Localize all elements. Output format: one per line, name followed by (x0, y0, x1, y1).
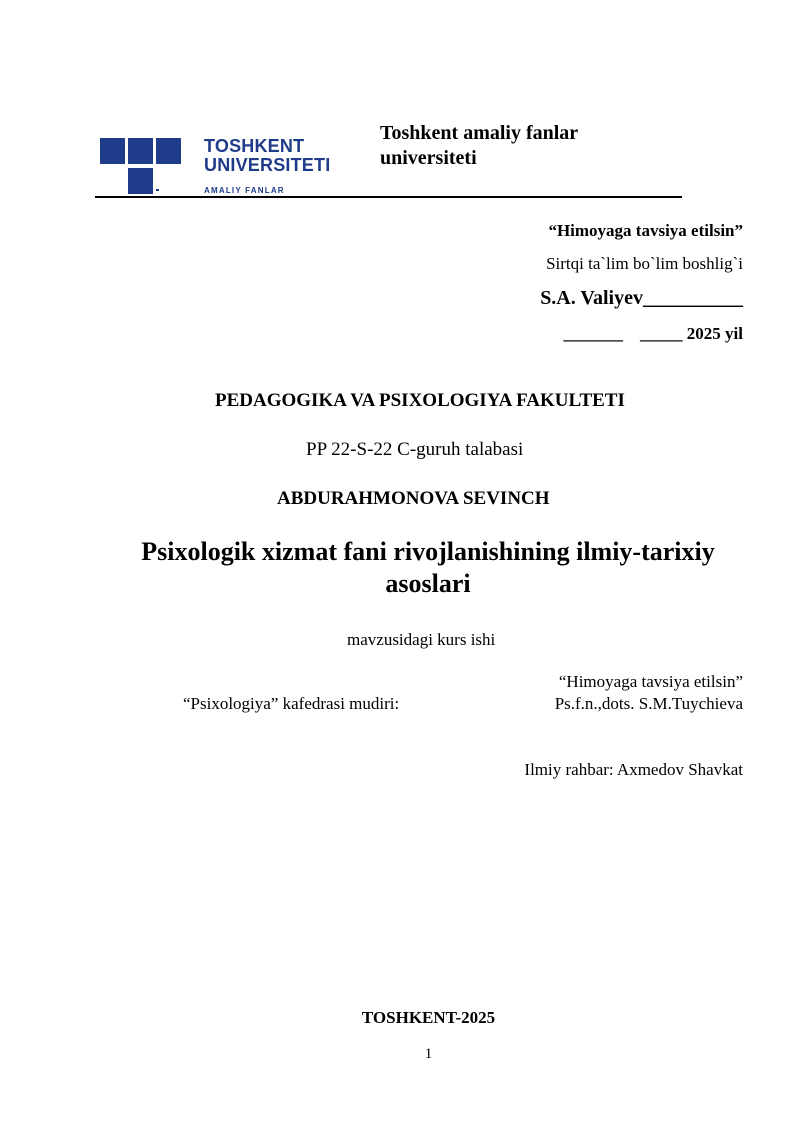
supervisor: Ilmiy rahbar: Axmedov Shavkat (524, 760, 743, 779)
department-head-name: Ps.f.n.,dots. S.M.Tuychieva (554, 694, 743, 713)
topic-title (0, 536, 800, 600)
university-name-line1: Toshkent amaliy fanlar (380, 122, 579, 144)
faculty-title: PEDAGOGIKA VA PSIXOLOGIYA FAKULTETI (215, 390, 625, 411)
logo-dot (156, 189, 159, 191)
logo-square (128, 168, 153, 194)
approval-recommend: “Himoyaga tavsiya etilsin” (548, 221, 743, 240)
university-name (380, 121, 578, 171)
university-name-line2: universiteti (380, 147, 477, 169)
page-number: 1 (424, 1046, 433, 1062)
footer-city-year: TOSHKENT-2025 (361, 1008, 496, 1027)
logo-square (156, 138, 181, 164)
logo-subtitle: AMALIY FANLAR (204, 186, 285, 195)
topic-line1: Psixologik xizmat fani rivojlanishining ilmiy-tarixiy (141, 537, 715, 566)
date-day-blank: _______ (563, 324, 624, 343)
university-logo-mark (100, 138, 182, 194)
student-name: ABDURAHMONOVA SEVINCH (277, 488, 550, 509)
logo-word-line2: UNIVERSITETI (204, 155, 331, 175)
logo-word-line1: TOSHKENT (204, 136, 305, 156)
logo-square (100, 138, 125, 164)
approval-position: Sirtqi ta`lim bo`lim boshlig`i (546, 254, 743, 273)
department-head-label: “Psixologiya” kafedrasi mudiri: (183, 694, 400, 713)
date-year: 2025 yil (686, 324, 743, 343)
topic-line2: asoslari (385, 569, 471, 598)
approval-signer: S.A. Valiyev__________ (540, 287, 743, 309)
group-line: PP 22-S-22 C-guruh talabasi (306, 439, 524, 460)
approval-date (564, 324, 743, 344)
logo-square (128, 138, 153, 164)
work-type: mavzusidagi kurs ishi (347, 630, 496, 649)
department-recommend: “Himoyaga tavsiya etilsin” (558, 672, 743, 691)
date-month-blank: _____ (640, 324, 683, 343)
header-divider (95, 196, 682, 198)
logo-wordmark (204, 137, 330, 175)
